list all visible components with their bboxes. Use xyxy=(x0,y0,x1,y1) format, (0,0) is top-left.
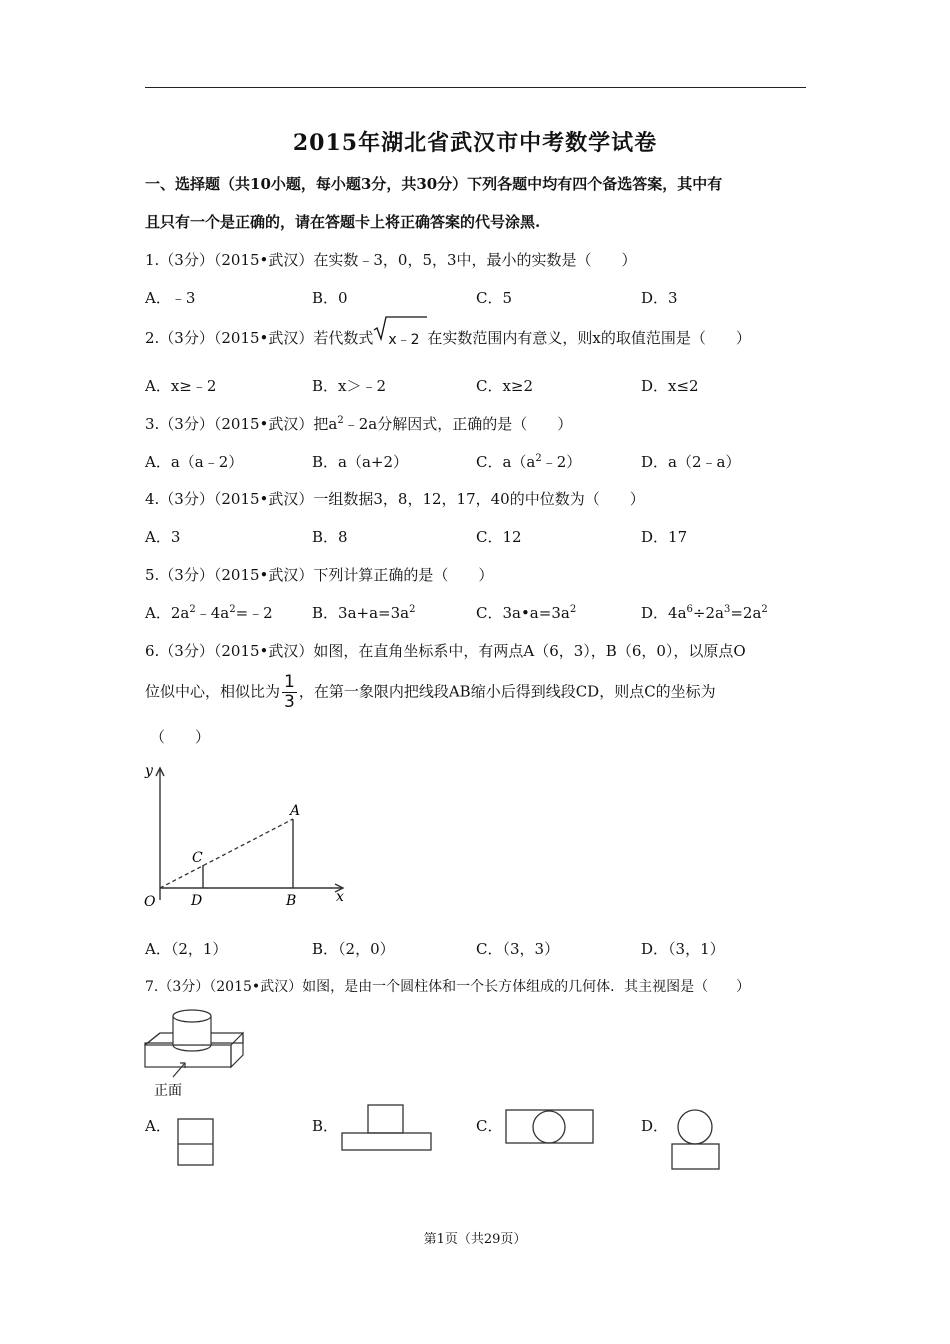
q5-a-exp2: 2 xyxy=(229,604,236,615)
q5-option-d xyxy=(641,602,768,623)
q4-option-c: C．12 xyxy=(476,528,522,546)
q7-option-b: B． xyxy=(312,1117,339,1135)
q1-option-d: D．3 xyxy=(641,289,678,307)
fraction-numerator: 1 xyxy=(284,672,295,692)
q3-stem-part1: 3.（3分）（2015•武汉）把a xyxy=(145,415,338,433)
box-front-face xyxy=(145,1045,231,1067)
cylinder-bottom xyxy=(173,1045,211,1051)
q5-d-mid: ÷2a xyxy=(692,604,724,622)
q3-option-b: B．a（a+2） xyxy=(312,453,409,471)
option-d-shape xyxy=(670,1108,722,1172)
q7-option-c: C． xyxy=(476,1117,503,1135)
label-x: x xyxy=(336,889,344,905)
section-heading-line1: 一、选择题（共10小题，每小题3分，共30分）下列各题中均有四个备选答案，其中有 xyxy=(145,175,723,193)
dashed-line-OA xyxy=(160,819,293,888)
coordinate-figure xyxy=(140,760,355,910)
q5-option-c xyxy=(476,602,576,623)
question-6-line2 xyxy=(145,673,716,712)
radical-sign-icon xyxy=(373,315,427,341)
q3-option-a: A．a（a﹣2） xyxy=(145,453,244,471)
q2-stem-part2: 在实数范围内有意义，则x的取值范围是（ ） xyxy=(427,329,751,347)
q5-d-exp2: 3 xyxy=(723,604,731,615)
sqrt-expression xyxy=(373,329,427,349)
q4-option-d: D．17 xyxy=(641,528,688,546)
page-footer: 第1页（共29页） xyxy=(423,1232,527,1247)
q5-option-b xyxy=(312,602,415,623)
option-b-shape xyxy=(340,1104,434,1152)
q3-option-c-tail: ﹣2） xyxy=(541,453,582,471)
q5-d-exp1: 6 xyxy=(686,604,693,615)
section-heading-line2: 且只有一个是正确的，请在答题卡上将正确答案的代号涂黑. xyxy=(145,213,541,231)
q2-option-c: C．x≥2 xyxy=(476,377,534,395)
q5-d-tail: =2a xyxy=(730,604,762,622)
q5-a-tail: =﹣2 xyxy=(235,604,273,622)
label-y: y xyxy=(145,763,153,779)
q5-c-exp: 2 xyxy=(569,604,577,615)
question-6-line3: （ ） xyxy=(150,728,211,746)
q7-option-a: A． xyxy=(145,1117,171,1135)
question-4-stem: 4.（3分）（2015•武汉）一组数据3，8，12，17，40的中位数为（ ） xyxy=(145,490,645,508)
view-arrow-icon xyxy=(173,1063,185,1077)
question-2-stem xyxy=(145,327,751,349)
q6-option-c: C．（3，3） xyxy=(476,940,560,958)
q3-stem-part2: ﹣2a分解因式，正确的是（ ） xyxy=(343,415,573,433)
q5-option-a xyxy=(145,602,273,623)
label-C: C xyxy=(192,850,203,866)
label-D: D xyxy=(191,893,203,909)
page-title: 2015年湖北省武汉市中考数学试卷 xyxy=(292,130,658,156)
q1-option-a: A．﹣3 xyxy=(145,289,196,307)
q1-option-b: B．0 xyxy=(312,289,348,307)
q3-option-c-exponent: 2 xyxy=(535,453,542,464)
cylinder-top xyxy=(173,1010,211,1022)
ratio-fraction xyxy=(282,673,297,712)
q1-option-c: C．5 xyxy=(476,289,513,307)
option-c-shape xyxy=(505,1108,595,1146)
q2-option-d: D．x≤2 xyxy=(641,377,699,395)
q2-stem-part1: 2.（3分）（2015•武汉）若代数式 xyxy=(145,329,374,347)
q2-option-a: A．x≥﹣2 xyxy=(145,377,217,395)
question-1-stem: 1.（3分）（2015•武汉）在实数﹣3，0，5，3中，最小的实数是（ ） xyxy=(145,251,637,269)
q3-option-c-head: C．a（a xyxy=(476,453,536,471)
q3-option-c xyxy=(476,451,581,472)
q5-a-mid: ﹣4a xyxy=(195,604,230,622)
question-7-stem: 7.（3分）（2015•武汉）如图，是由一个圆柱体和一个长方体组成的几何体．其主视图是（ ） xyxy=(145,979,751,995)
q6-option-d: D．（3，1） xyxy=(641,940,725,958)
q6-option-b: B．（2，0） xyxy=(312,940,395,958)
label-O: O xyxy=(144,894,156,910)
q6-line2-part1: 位似中心，相似比为 xyxy=(145,682,281,701)
q4-option-b: B．8 xyxy=(312,528,348,546)
q2-option-b: B．x＞﹣2 xyxy=(312,377,387,395)
q5-b-exp: 2 xyxy=(409,604,416,615)
q5-a-exp1: 2 xyxy=(189,604,196,615)
question-6-line1: 6.（3分）（2015•武汉）如图，在直角坐标系中，有两点A（6，3），B（6，0），以原点O xyxy=(145,642,746,660)
option-a-shape xyxy=(177,1118,215,1168)
label-B: B xyxy=(286,893,297,909)
q5-b-head: B．3a+a=3a xyxy=(312,604,410,622)
header-rule xyxy=(145,87,806,88)
solid-figure xyxy=(140,1005,255,1100)
q3-exponent: 2 xyxy=(337,415,344,426)
q5-c-head: C．3a•a=3a xyxy=(476,604,570,622)
q3-option-d: D．a（2﹣a） xyxy=(641,453,741,471)
radicand: x﹣2 xyxy=(388,332,420,348)
q6-line2-part2: ，在第一象限内把线段AB缩小后得到线段CD，则点C的坐标为 xyxy=(298,682,716,701)
q5-d-head: D．4a xyxy=(641,604,687,622)
q4-option-a: A．3 xyxy=(145,528,181,546)
label-A: A xyxy=(290,803,301,819)
q7-option-d: D． xyxy=(641,1117,669,1135)
question-5-stem: 5.（3分）（2015•武汉）下列计算正确的是（ ） xyxy=(145,566,494,584)
q5-d-exp3: 2 xyxy=(761,604,768,615)
q6-option-a: A．（2，1） xyxy=(145,940,228,958)
front-view-label: 正面 xyxy=(154,1083,182,1099)
q5-a-head: A．2a xyxy=(145,604,190,622)
fraction-denominator: 3 xyxy=(284,692,295,712)
box-side-face xyxy=(231,1033,243,1067)
question-3-stem xyxy=(145,413,572,434)
